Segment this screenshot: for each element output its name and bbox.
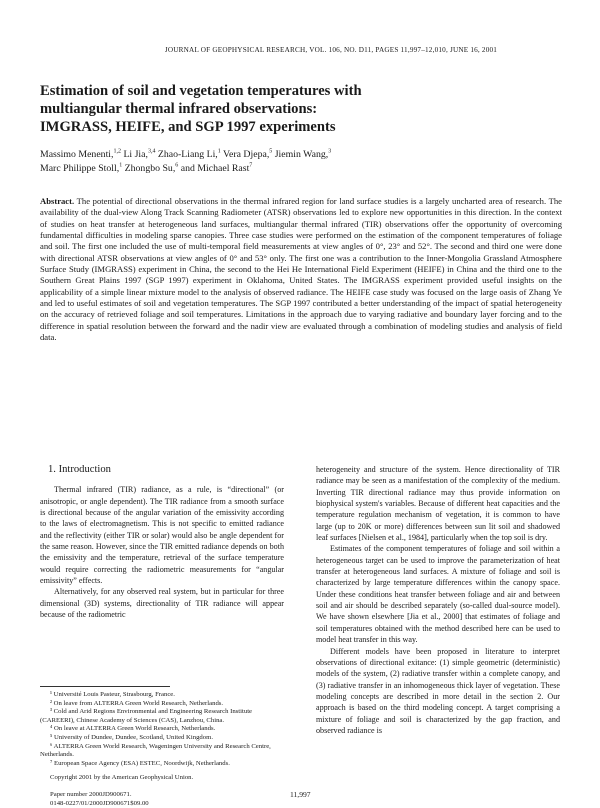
section-heading: 1. Introduction bbox=[48, 464, 111, 475]
author-affiliation: 3,4 bbox=[147, 148, 156, 155]
author-line bbox=[40, 148, 560, 162]
page-number: 11,997 bbox=[290, 790, 311, 799]
footnote: ³ Cold and Arid Regions Environmental and Engineering Research Institute (CAREERI), Chinese Academy of Sciences (CAS), Lanzhou, China. bbox=[40, 708, 253, 724]
author-name: Marc Philippe Stoll, bbox=[40, 163, 120, 174]
footnote-rule bbox=[40, 686, 170, 687]
left-column bbox=[40, 464, 284, 620]
author-affiliation: 3 bbox=[328, 148, 332, 155]
author-name: and Michael Rast bbox=[180, 163, 250, 174]
author-affiliation: 6 bbox=[175, 162, 179, 169]
footnote: ⁶ ALTERRA Green World Research, Wageningen University and Research Centre, Netherlands. bbox=[40, 742, 271, 759]
abstract-text: The potential of directional observations in the thermal infrared region for land surface studies is a largely uncharted area of research. The availability of the dual-view Along Track Scanning Radiometer (ATSR) observations led to explore new opportunities in this direction. In the context of studies on heat transfer at heterogeneous land surfaces, multiangular thermal infrared (TIR) observations offer the opportunity of overcoming fundamental difficulties in modeling sparse canopies. Three case studies were performed on the estimation of the component temperatures of foliage and soil. The first one included the use of multi-temporal field measurements at view angles of 0°, 23° and 52°. The second and third one were done with directional ATSR observations at view angles of 0° and 53° only. The first one was a contribution to the Inner-Mongolia Grassland Atmosphere Surface Study (IMGRASS) experiment in China, the second to the Hei He International Field Experiment (HEIFE) in China and the third one to the Southern Great Plains 1997 (SGP 1997) experiment in Oklahoma, United States. The IMGRASS experiment provided useful insights on the applicability of a simple linear mixture model to the analysis of observed radiance. The HEIFE case study was focused on the large oasis of Zhang Ye and led to useful estimates of soil and vegetation temperatures. The SGP 1997 contributed a better understanding of the impact of spatial heterogeneity on the accuracy of retrieved foliage and soil temperatures. Limitations in the approach due to varying radiative and boundary layer forcing and to the difference in spatial resolution between the forward and the nadir view are evaluated through a combination of modeling studies and analysis of field data. bbox=[40, 196, 562, 343]
abstract bbox=[40, 196, 562, 343]
paper-number: Paper number 2000JD900671. bbox=[50, 790, 132, 798]
author-affiliation: 7 bbox=[249, 162, 253, 169]
author-affiliation: 1 bbox=[217, 148, 221, 155]
footnotes bbox=[40, 686, 284, 808]
author-name: Zhao-Liang Li, bbox=[157, 149, 218, 160]
body-paragraph: Estimates of the component temperatures of foliage and soil within a heterogeneous target can be used to improve the parameterization of heat transfer at heterogeneous land surfaces. A mixture of foliage and soil is characterized by large temperature differences within the canopy space. Under these conditions heat transfer between foliage and air and between soil and air should be described separately (so-called dual-source model). We have shown elsewhere [Jia et al., 2000] that estimates of foliage and soil temperatures obtained with the method described here can be used to model heat transfer in this way. bbox=[316, 544, 560, 645]
title-line: multiangular thermal infrared observations: bbox=[40, 101, 318, 117]
author-name: Massimo Menenti, bbox=[40, 149, 114, 160]
copyright-notice: Copyright 2001 by the American Geophysical Union. bbox=[50, 774, 194, 782]
author-name: Zhongbo Su, bbox=[124, 163, 176, 174]
author-line bbox=[40, 162, 560, 176]
author-affiliation: 1 bbox=[119, 162, 123, 169]
paper-title bbox=[40, 82, 560, 136]
footnote: ¹ Université Louis Pasteur, Strasbourg, France. bbox=[50, 691, 175, 698]
footnote: ⁷ European Space Agency (ESA) ESTEC, Noordwijk, Netherlands. bbox=[50, 759, 230, 767]
body-paragraph: heterogeneity and structure of the system. Hence directionality of TIR radiance may be seen as a manifestation of the complexity of the medium. Inverting TIR directional radiance may thus provide information on biophysical system's variables. Because of different heat capacities and the temperature regulation mechanism of vegetation, it is common to have large (up to 20K or more) differences between sun lit soil and shadowed leaf surfaces [Nielsen et al., 1984], particularly when the top soil is dry. bbox=[316, 465, 560, 543]
body-paragraph: Thermal infrared (TIR) radiance, as a rule, is “directional” (or anisotropic, or angle dependent). The TIR radiance from a smooth surface is directional because of the angular variation of the emissivity according to the laws of electromagnetism. This is not specific to emitted radiance and the reflectivity (either TIR or solar) would also be angle dependent for the same reason. However, since the TIR emitted radiance depends on both the emissivity and the temperature, retrieval of the surface temperature would require correcting the radiometric measurements for “angular emissivity” effects. bbox=[40, 485, 284, 586]
right-column bbox=[316, 464, 560, 736]
issn-line: 0148-0227/01/2000JD900671$09.00 bbox=[50, 799, 149, 807]
body-paragraph: Different models have been proposed in literature to interpret observations of directional exitance: (1) simple geometric (deterministic) models of the system, (2) radiative transfer within a complete canopy, and (3) radiative transfer in an inhomogeneous thick layer of vegetation. These modeling concepts are described in more detail in the section 2. Our approach is based on the third modeling concept. A target comprising a mixture of foliage and soil is characterized by the gap fraction, and observed radiance is bbox=[316, 646, 560, 735]
author-name: Vera Djepa, bbox=[223, 149, 270, 160]
footnote: ⁴ On leave at ALTERRA Green World Research, Netherlands. bbox=[50, 725, 216, 733]
title-line: Estimation of soil and vegetation temperatures with bbox=[40, 83, 362, 99]
abstract-label: Abstract. bbox=[40, 196, 75, 206]
author-list bbox=[40, 148, 560, 176]
author-name: Li Jia, bbox=[123, 149, 148, 160]
author-affiliation: 5 bbox=[269, 148, 273, 155]
author-affiliation: 1,2 bbox=[113, 148, 121, 155]
title-line: IMGRASS, HEIFE, and SGP 1997 experiments bbox=[40, 119, 336, 135]
author-name: Jiemin Wang, bbox=[274, 149, 329, 160]
body-paragraph: Alternatively, for any observed real system, but in particular for three dimensional (3D) systems, directionality of TIR radiance will appear because of the radiometric bbox=[40, 587, 284, 620]
running-head: JOURNAL OF GEOPHYSICAL RESEARCH, VOL. 106, NO. D11, PAGES 11,997–12,010, JUNE 16, 2001 bbox=[164, 46, 498, 54]
footnote: ² On leave from ALTERRA Green World Research, Netherlands. bbox=[50, 699, 224, 707]
footnote: ⁵ University of Dundee, Dundee, Scotland, United Kingdom. bbox=[50, 733, 213, 741]
